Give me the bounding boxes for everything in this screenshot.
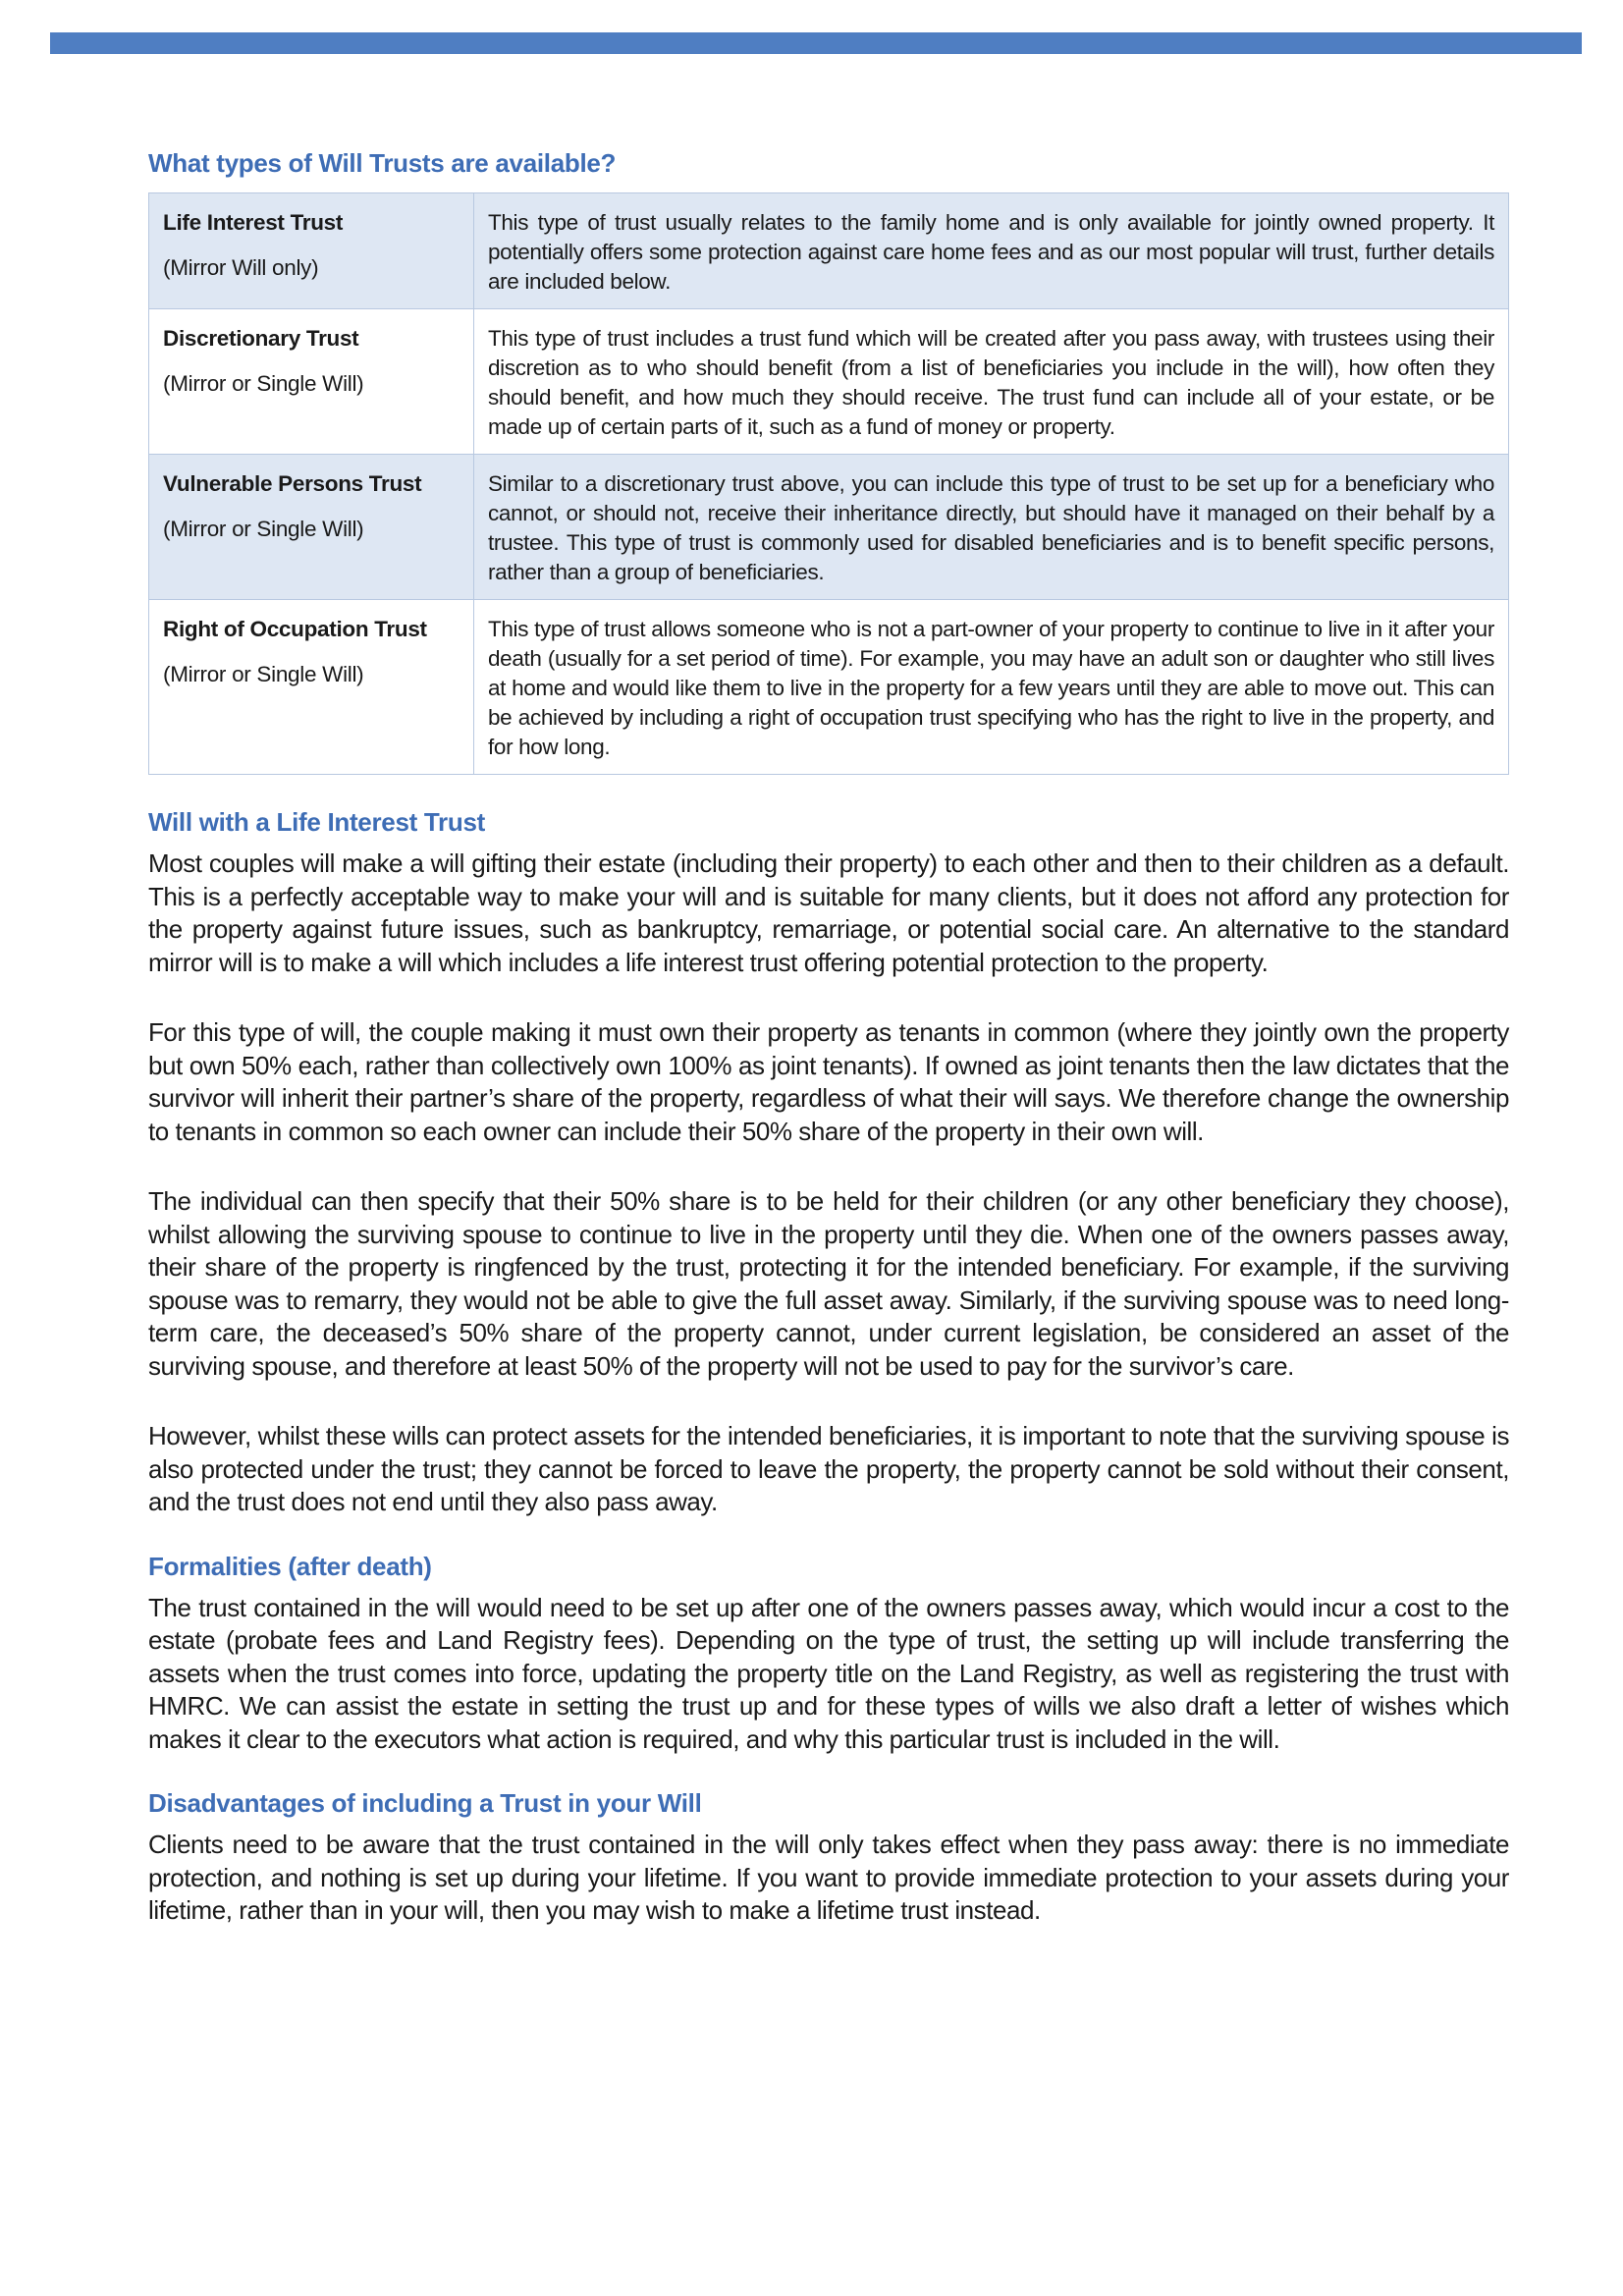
trust-name: Discretionary Trust: [163, 326, 359, 351]
table-row: [149, 193, 1509, 309]
header-accent-bar: [50, 32, 1582, 54]
trust-description: This type of trust includes a trust fund which will be created after you pass away, with trustees using their discretion as to who should benefit (from a list of beneficiaries you include in the will), how often they should benefit, and how much they should receive. The trust fund can include all of your estate, or be made up of certain parts of it, such as a fund of money or property.: [474, 309, 1509, 455]
life-interest-paragraph: However, whilst these wills can protect assets for the intended beneficiaries, it is important to note that the surviving spouse is also protected under the trust; they cannot be forced to leave the property, the property cannot be sold without their consent, and the trust does not end until they also pass away.: [148, 1421, 1509, 1516]
trust-name-cell: [149, 455, 474, 600]
trust-name-cell: [149, 309, 474, 455]
life-interest-heading: Will with a Life Interest Trust: [148, 807, 485, 837]
trust-description: This type of trust allows someone who is not a part-owner of your property to continue to live in it after your death (usually for a set period of time). For example, you may have an adult son or daughter who still lives at home and would like them to live in the property for a few years until they are able to move out. This can be achieved by including a right of occupation trust specifying who has the right to live in the property, and for how long.: [474, 600, 1509, 775]
trust-name: Vulnerable Persons Trust: [163, 471, 422, 496]
trust-description: Similar to a discretionary trust above, you can include this type of trust to be set up for a beneficiary who cannot, or should not, receive their inheritance directly, but should have it managed on their behalf by a trustee. This type of trust is commonly used for disabled beneficiaries and is to benefit specific persons, rather than a group of beneficiaries.: [474, 455, 1509, 600]
disadvantages-heading: Disadvantages of including a Trust in your Will: [148, 1788, 702, 1818]
document-body: [148, 145, 1509, 1928]
disadvantages-paragraph: Clients need to be aware that the trust contained in the will only takes effect when they pass away: there is no immediate protection, and nothing is set up during your lifetime. If you want to provide immediate protection to your assets during your lifetime, rather than in your will, then you may wish to make a lifetime trust instead.: [148, 1830, 1509, 1925]
trust-scope: (Mirror or Single Will): [163, 371, 364, 396]
formalities-paragraph: The trust contained in the will would need to be set up after one of the owners passes away, which would incur a cost to the estate (probate fees and Land Registry fees). Depending on the type of trust, the setting up will include transferring the assets when the trust comes into force, updating the property title on the Land Registry, as well as registering the trust with HMRC. We can assist the estate in setting the trust up and for these types of wills we also draft a letter of wishes which makes it clear to the executors what action is required, and why this particular trust is included in the will.: [148, 1592, 1509, 1754]
trust-scope: (Mirror or Single Will): [163, 517, 364, 541]
life-interest-paragraph: Most couples will make a will gifting their estate (including their property) to each other and then to their children as a default. This is a perfectly acceptable way to make your will and is suitable for many clients, but it does not afford any protection for the property against future issues, such as bankruptcy, remarriage, or potential social care. An alternative to the standard mirror will is to make a will which includes a life interest trust offering potential protection to the property.: [148, 848, 1509, 977]
trust-name-cell: [149, 600, 474, 775]
life-interest-paragraph: The individual can then specify that their 50% share is to be held for their children (or any other beneficiary they choose), whilst allowing the surviving spouse to continue to live in the property until they die. When one of the owners passes away, their share of the property is ringfenced by the trust, protecting it for the intended beneficiary. For example, if the surviving spouse was to remarry, they would not be able to give the full asset away. Similarly, if the surviving spouse was to need long-term care, the deceased’s 50% share of the property cannot, under current legislation, be considered an asset of the surviving spouse, and therefore at least 50% of the property will not be used to pay for the survivor’s care.: [148, 1186, 1509, 1381]
trust-name: Life Interest Trust: [163, 210, 344, 235]
life-interest-paragraph: For this type of will, the couple making it must own their property as tenants in common (where they jointly own the property but own 50% each, rather than collectively own 100% as joint tenants). If owned as joint tenants then the law dictates that the survivor will inherit their partner’s share of the property, regardless of what their will says. We therefore change the ownership to tenants in common so each owner can include their 50% share of the property in their own will.: [148, 1017, 1509, 1146]
table-row: [149, 309, 1509, 455]
trust-types-heading: What types of Will Trusts are available?: [148, 148, 617, 178]
table-row: [149, 455, 1509, 600]
trust-description: This type of trust usually relates to the family home and is only available for jointly owned property. It potentially offers some protection against care home fees and as our most popular will trust, further details are included below.: [474, 193, 1509, 309]
formalities-heading: Formalities (after death): [148, 1551, 432, 1581]
table-row: [149, 600, 1509, 775]
trust-types-table: [148, 192, 1509, 775]
trust-name-cell: [149, 193, 474, 309]
trust-name: Right of Occupation Trust: [163, 617, 427, 641]
trust-scope: (Mirror Will only): [163, 255, 319, 280]
trust-scope: (Mirror or Single Will): [163, 662, 364, 686]
